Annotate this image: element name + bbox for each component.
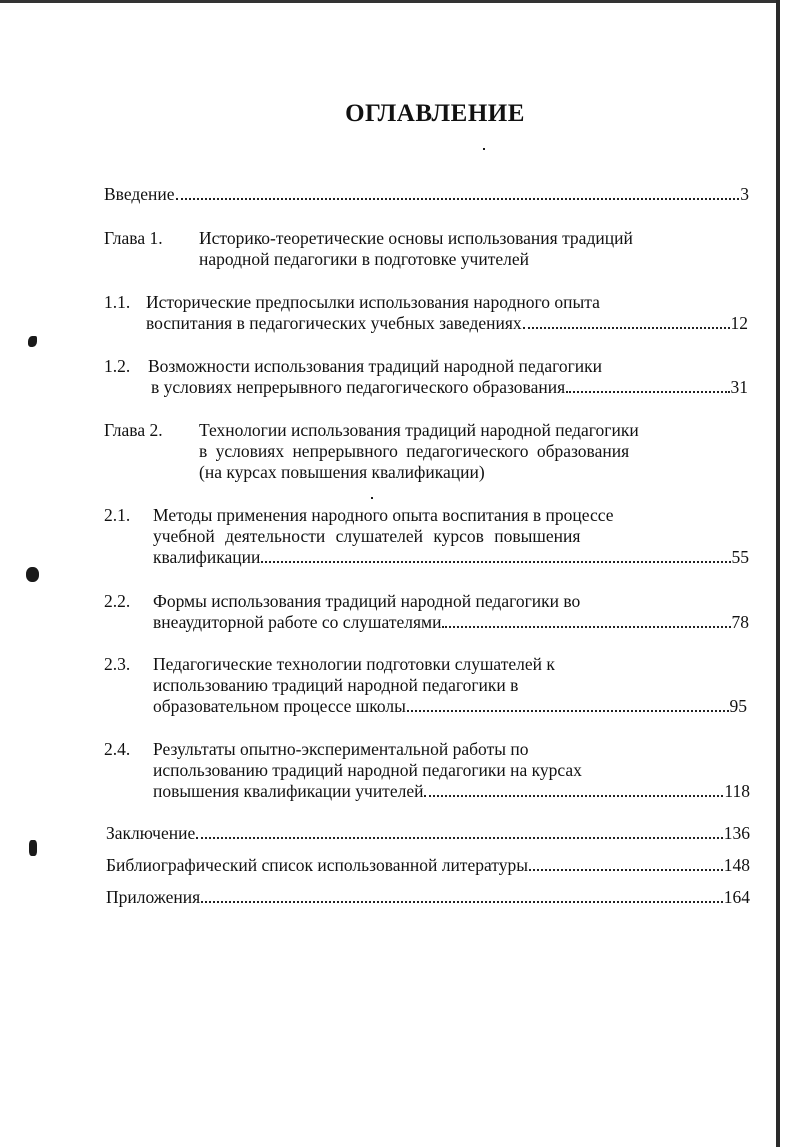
leader-dots bbox=[442, 626, 730, 628]
toc-page-number: 136 bbox=[723, 823, 750, 843]
toc-page-number: 12 bbox=[730, 313, 748, 333]
scan-speck bbox=[26, 567, 39, 582]
scan-speck bbox=[371, 497, 373, 499]
toc-entry-label: Заключение bbox=[106, 823, 196, 843]
leader-dots bbox=[261, 561, 730, 563]
section-1-1-number: 1.1. bbox=[104, 292, 131, 312]
section-1-2-number: 1.2. bbox=[104, 356, 131, 376]
toc-appendix bbox=[106, 886, 750, 908]
leader-dots bbox=[529, 869, 723, 871]
section-2-2-title-line: Формы использования традиций народной педагогики во bbox=[153, 591, 581, 611]
section-2-3-leader bbox=[153, 695, 747, 717]
toc-page-number: 3 bbox=[740, 184, 749, 204]
section-1-2-title-line: Возможности использования традиций народной педагогики bbox=[148, 356, 603, 376]
section-2-3-title-line: образовательном процессе школы bbox=[153, 696, 406, 716]
chapter-1-title-line: Историко-теоретические основы использования традиций bbox=[199, 228, 633, 248]
section-2-2-number: 2.2. bbox=[104, 591, 131, 611]
section-2-2-title-line: внеаудиторной работе со слушателями bbox=[153, 612, 442, 632]
toc-page-number: 55 bbox=[731, 547, 749, 567]
section-1-1-leader bbox=[146, 312, 748, 334]
chapter-2-number: Глава 2. bbox=[104, 420, 163, 440]
toc-conclusion bbox=[106, 822, 750, 844]
leader-dots bbox=[176, 198, 740, 200]
leader-dots bbox=[196, 837, 723, 839]
toc-page-number: 78 bbox=[731, 612, 749, 632]
section-2-1-title-line: Методы применения народного опыта воспитания в процессе bbox=[153, 505, 614, 525]
chapter-2-title-line: в условиях непрерывного педагогического образования bbox=[199, 441, 630, 461]
leader-dots bbox=[523, 327, 730, 329]
section-1-1-title-line: воспитания в педагогических учебных заведениях bbox=[146, 313, 522, 333]
chapter-1-title-line: народной педагогики в подготовке учителей bbox=[199, 249, 529, 269]
section-2-3-number: 2.3. bbox=[104, 654, 131, 674]
toc-bibliography bbox=[106, 854, 750, 876]
section-2-1-number: 2.1. bbox=[104, 505, 131, 525]
leader-dots bbox=[424, 795, 723, 797]
section-2-1-title-line: учебной деятельности слушателей курсов повышения bbox=[153, 526, 581, 546]
scan-edge-top bbox=[0, 0, 778, 3]
section-2-4-leader bbox=[153, 780, 750, 802]
chapter-2-title-line: Технологии использования традиций народной педагогики bbox=[199, 420, 639, 440]
section-1-2-leader bbox=[151, 376, 748, 398]
section-2-4-title-line: использованию традиций народной педагогики на курсах bbox=[153, 760, 582, 780]
page-title: ОГЛАВЛЕНИЕ bbox=[345, 100, 525, 127]
toc-page-number: 164 bbox=[723, 887, 750, 907]
toc-page-number: 148 bbox=[723, 855, 750, 875]
section-1-2-title-line: в условиях непрерывного педагогического образования bbox=[151, 377, 566, 397]
toc-page-number: 118 bbox=[724, 781, 750, 801]
chapter-2-title-line: (на курсах повышения квалификации) bbox=[199, 462, 485, 482]
toc-entry-label: Введение bbox=[104, 184, 175, 204]
leader-dots bbox=[201, 901, 723, 903]
scan-edge-right bbox=[776, 0, 780, 1147]
scan-speck bbox=[483, 148, 485, 150]
toc-entry-label: Библиографический список использованной литературы bbox=[106, 855, 528, 875]
section-2-1-title-line: квалификации bbox=[153, 547, 261, 567]
chapter-1-number: Глава 1. bbox=[104, 228, 163, 248]
section-2-2-leader bbox=[153, 611, 749, 633]
section-2-4-title-line: повышения квалификации учителей bbox=[153, 781, 424, 801]
toc-page-number: 31 bbox=[730, 377, 748, 397]
toc-intro bbox=[104, 183, 749, 205]
section-2-1-leader bbox=[153, 546, 749, 568]
section-2-3-title-line: использованию традиций народной педагогики в bbox=[153, 675, 519, 695]
section-2-4-title-line: Результаты опытно-экспериментальной работы по bbox=[153, 739, 529, 759]
toc-page-number: 95 bbox=[729, 696, 747, 716]
toc-entry-label: Приложения bbox=[106, 887, 201, 907]
section-1-1-title-line: Исторические предпосылки использования народного опыта bbox=[146, 292, 600, 312]
section-2-3-title-line: Педагогические технологии подготовки слушателей к bbox=[153, 654, 555, 674]
leader-dots bbox=[566, 391, 729, 393]
section-2-4-number: 2.4. bbox=[104, 739, 131, 759]
scan-speck bbox=[28, 336, 37, 347]
leader-dots bbox=[407, 710, 729, 712]
scan-speck bbox=[29, 840, 37, 856]
